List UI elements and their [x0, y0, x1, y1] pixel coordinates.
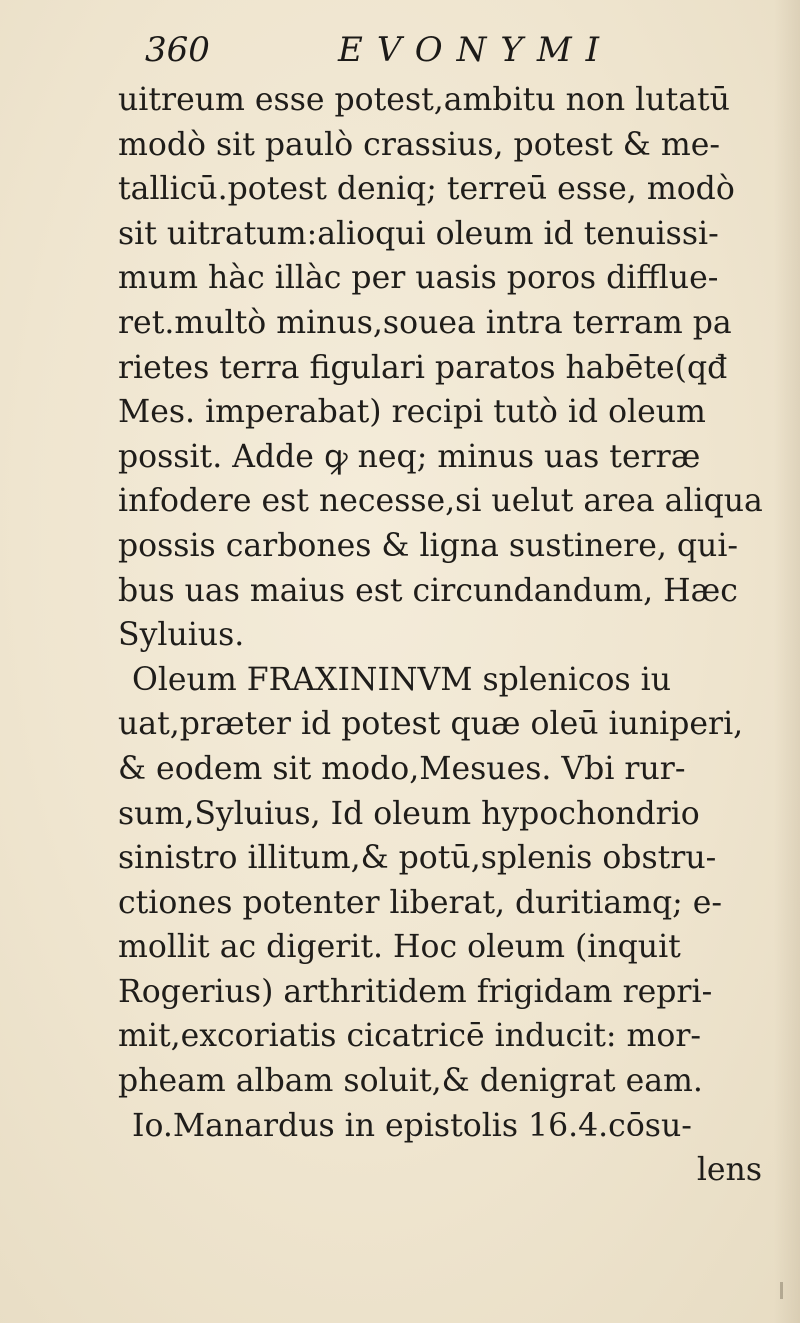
- text-line: rietes terra figulari paratos habēte(qđ: [118, 349, 728, 386]
- body-text: [118, 78, 768, 1193]
- text-line: Mes. imperabat) recipi tutò id oleum: [118, 394, 706, 431]
- text-line: Rogerius) arthritidem frigidam repri-: [118, 973, 713, 1010]
- text-line: modò sit paulò crassius, potest & me-: [118, 126, 721, 163]
- text-line: bus uas maius est circundandum, Hæc: [118, 572, 738, 609]
- text-line: Syluius.: [118, 617, 245, 654]
- text-line: pheam albam soluit,& denigrat eam.: [118, 1063, 703, 1100]
- paper-mark: [780, 1282, 783, 1299]
- text-line: mollit ac digerit. Hoc oleum (inquit: [118, 929, 681, 966]
- text-line: uat,præter id potest quæ oleū iuniperi,: [118, 706, 744, 743]
- text-line: mum hàc illàc per uasis poros difflue-: [118, 260, 719, 297]
- text-line: sit uitratum:alioqui oleum id tenuissi-: [118, 215, 719, 252]
- page-header: [145, 30, 705, 80]
- running-head: EVONYMI: [338, 30, 614, 70]
- text-line: Oleum FRAXININVM splenicos iu: [132, 661, 672, 698]
- page-edge-shadow: [774, 0, 800, 1323]
- text-line: tallicū.potest deniq; terreū esse, modò: [118, 171, 735, 208]
- text-line: & eodem sit modo,Mesues. Vbi rur-: [118, 750, 686, 787]
- text-line: infodere est necesse,si uelut area aliqua: [118, 483, 763, 520]
- text-line: lens: [696, 1152, 762, 1189]
- text-line: uitreum esse potest,ambitu non lutatū: [118, 82, 730, 118]
- text-line: mit,excoriatis cicatricē inducit: mor-: [118, 1018, 702, 1055]
- text-line: ctiones potenter liberat, duritiamq; e-: [118, 884, 723, 921]
- text-line: ret.multò minus,souea intra terram pa: [118, 304, 732, 341]
- text-line: Io.Manardus in epistolis 16.4.cōsu-: [132, 1107, 692, 1144]
- text-line: possit. Adde ꝙ neq; minus uas terræ: [118, 438, 701, 475]
- text-line: possis carbones & ligna sustinere, qui-: [118, 527, 739, 564]
- page-number: 360: [145, 30, 210, 70]
- text-line: sum,Syluius, Id oleum hypochondrio: [118, 795, 700, 832]
- text-line: sinistro illitum,& potū,splenis obstru-: [118, 840, 717, 877]
